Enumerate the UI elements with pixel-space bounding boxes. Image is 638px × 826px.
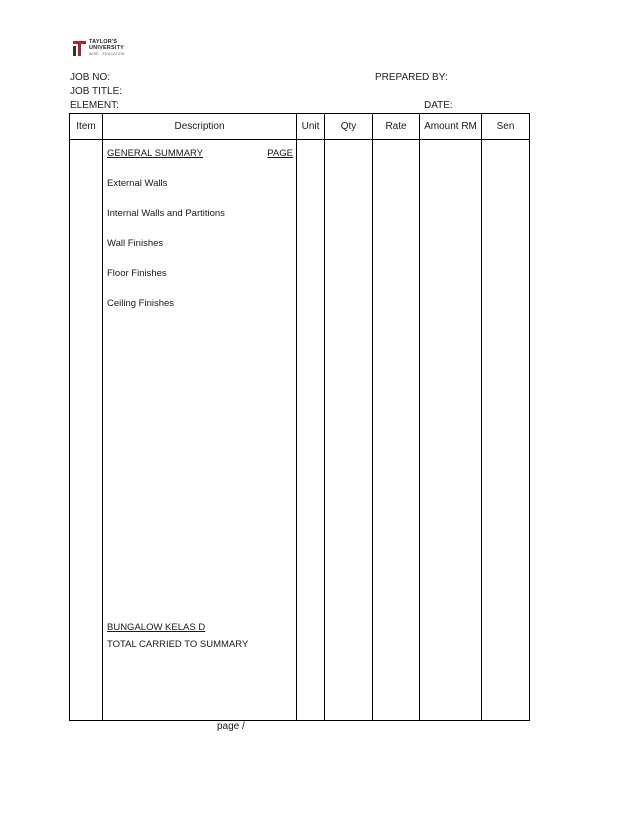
job-no-label: JOB NO: — [70, 72, 111, 83]
col-qty-header: Qty — [325, 114, 373, 140]
col-rate-header: Rate — [373, 114, 420, 140]
job-title-label: JOB TITLE: — [70, 86, 123, 97]
col-item-header: Item — [70, 114, 103, 140]
list-item: Floor Finishes — [107, 268, 167, 279]
university-logo — [73, 39, 125, 57]
logo-line2: UNIVERSITY — [89, 45, 125, 51]
prepared-by-label: PREPARED BY: — [375, 72, 448, 83]
general-summary-heading: GENERAL SUMMARY — [107, 148, 204, 159]
list-item: Internal Walls and Partitions — [107, 208, 225, 219]
col-unit-header: Unit — [297, 114, 325, 140]
description-cell — [103, 140, 297, 721]
unit-cell — [297, 140, 325, 721]
page-column-heading: PAGE — [267, 148, 293, 159]
page-footer: page / — [217, 721, 245, 732]
date-label: DATE: — [424, 100, 453, 111]
logo-mark-icon — [73, 41, 86, 56]
total-carried-line: TOTAL CARRIED TO SUMMARY — [107, 639, 249, 650]
col-sen-header: Sen — [482, 114, 530, 140]
element-label: ELEMENT: — [70, 100, 119, 111]
amount-cell — [420, 140, 482, 721]
list-item: Ceiling Finishes — [107, 298, 175, 309]
list-item: Wall Finishes — [107, 238, 164, 249]
table-header-row — [70, 114, 530, 140]
table-body-row — [70, 140, 530, 721]
rate-cell — [373, 140, 420, 721]
list-item: External Walls — [107, 178, 168, 189]
logo-tagline: WISE · EDUCATION — [89, 52, 125, 56]
logo-line1: TAYLOR'S — [89, 39, 118, 45]
sen-cell — [482, 140, 530, 721]
qty-cell — [325, 140, 373, 721]
item-cell — [70, 140, 103, 721]
project-name: BUNGALOW KELAS D — [107, 622, 206, 633]
bill-table — [69, 113, 530, 721]
col-amount-header: Amount RM — [420, 114, 482, 140]
col-description-header: Description — [103, 114, 297, 140]
